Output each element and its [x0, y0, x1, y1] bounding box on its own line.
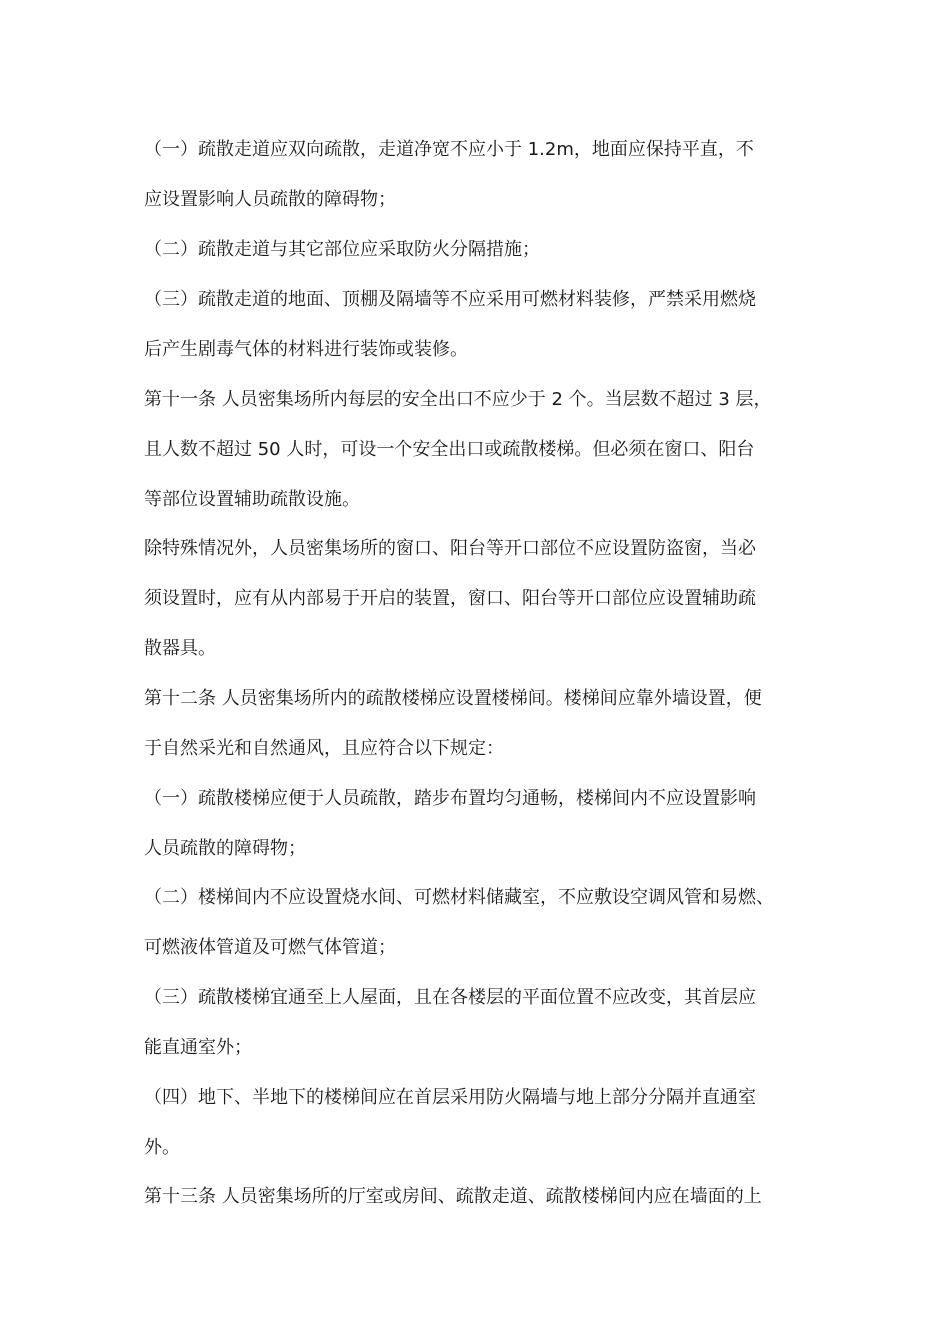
- text-line: （二）疏散走道与其它部位应采取防火分隔措施；: [144, 239, 540, 260]
- text-line: 可燃液体管道及可燃气体管道；: [144, 937, 396, 958]
- text-line: 能直通室外；: [144, 1037, 252, 1058]
- text-line: 须设置时，应有从内部易于开启的装置，窗口、阳台等开口部位应设置辅助疏: [144, 588, 756, 609]
- text-line: 第十三条 人员密集场所的厅室或房间、疏散走道、疏散楼梯间内应在墙面的上: [144, 1186, 762, 1207]
- text-line: 人员疏散的障碍物；: [144, 838, 306, 859]
- text-line: 散器具。: [144, 638, 216, 659]
- text-line: 于自然采光和自然通风，且应符合以下规定：: [144, 738, 504, 759]
- text-line: 第十二条 人员密集场所内的疏散楼梯应设置楼梯间。楼梯间应靠外墙设置，便: [144, 688, 762, 709]
- text-line: （一）疏散走道应双向疏散，走道净宽不应小于 1.2m，地面应保持平直，不: [144, 139, 754, 160]
- text-line: （三）疏散楼梯宜通至上人屋面，且在各楼层的平面位置不应改变，其首层应: [144, 987, 756, 1008]
- text-line: 后产生剧毒气体的材料进行装饰或装修。: [144, 339, 468, 360]
- text-line: 且人数不超过 50 人时，可设一个安全出口或疏散楼梯。但必须在窗口、阳台: [144, 439, 755, 460]
- text-line: （一）疏散楼梯应便于人员疏散，踏步布置均匀通畅，楼梯间内不应设置影响: [144, 788, 756, 809]
- text-line: （二）楼梯间内不应设置烧水间、可燃材料储藏室，不应敷设空调风管和易燃、: [144, 887, 774, 908]
- text-line: 外。: [144, 1137, 180, 1158]
- text-line: 等部位设置辅助疏散设施。: [144, 489, 360, 510]
- text-line: （三）疏散走道的地面、顶棚及隔墙等不应采用可燃材料装修，严禁采用燃烧: [144, 289, 756, 310]
- text-line: 除特殊情况外，人员密集场所的窗口、阳台等开口部位不应设置防盗窗，当必: [144, 538, 756, 559]
- text-line: 应设置影响人员疏散的障碍物；: [144, 189, 396, 210]
- text-line: 第十一条 人员密集场所内每层的安全出口不应少于 2 个。当层数不超过 3 层，: [144, 389, 772, 410]
- text-line: （四）地下、半地下的楼梯间应在首层采用防火隔墙与地上部分分隔并直通室: [144, 1087, 756, 1108]
